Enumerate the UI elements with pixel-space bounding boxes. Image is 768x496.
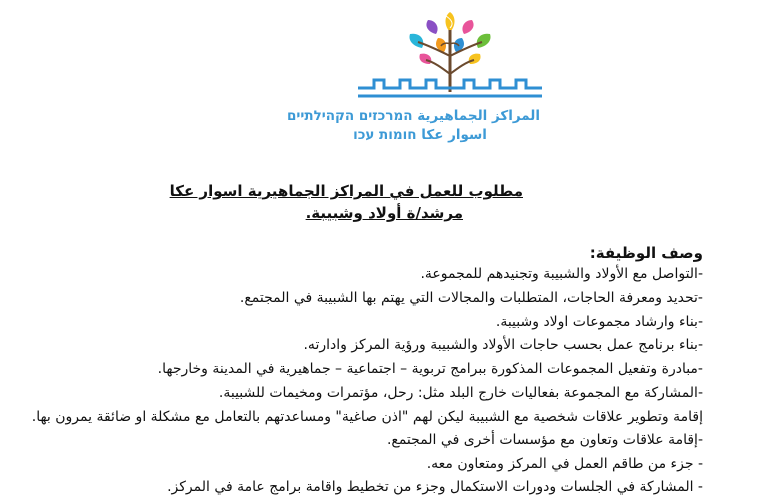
duty-item: - المشاركة في الجلسات ودورات الاستكمال وجزء من تخطيط واقامة برامج عامة في المركز.	[167, 479, 703, 495]
duty-item: إقامة وتطوير علاقات شخصية مع الشبيبة ليكن لهم "اذن صاغية" ومساعدتهم بالتعامل مع مشكلة او ضائقة يمرون بها.	[31, 409, 703, 425]
duty-item: -التواصل مع الأولاد والشبيبة وتجنيدهم للمجموعة.	[420, 266, 703, 282]
duty-item: - جزء من طاقم العمل في المركز ومتعاون معه.	[426, 456, 703, 472]
page-title: مطلوب للعمل في المراكز الجماهيرية اسوار عكا	[169, 182, 523, 200]
organization-name-line1: المراكز الجماهيرية המרכזים הקהילתיים	[287, 108, 540, 124]
duty-item: -بناء وارشاد مجموعات اولاد وشبيبة.	[495, 314, 703, 330]
duty-item: -بناء برنامج عمل بحسب حاجات الأولاد والشبيبة ورؤية المركز وادارته.	[303, 337, 703, 353]
duty-item: -المشاركة مع المجموعة بفعاليات خارج البلد مثل: رحل، مؤتمرات ومخيمات للشبيبة.	[218, 385, 703, 401]
organization-logo	[350, 4, 550, 104]
page-subtitle: مرشد/ة أولاد وشبيبة.	[305, 204, 463, 222]
job-description-heading: وصف الوظيفة:	[589, 244, 703, 262]
duty-item: -إقامة علاقات وتعاون مع مؤسسات أخرى في المجتمع.	[386, 432, 703, 448]
organization-name-line2: اسوار عكا חומות עכו	[353, 127, 487, 143]
tree-wall-logo-graphic	[350, 4, 550, 104]
duty-item: -مبادرة وتفعيل المجموعات المذكورة ببرامج تربوية – اجتماعية – جماهيرية في المدينة وخارجها.	[157, 361, 703, 377]
duty-item: -تحديد ومعرفة الحاجات، المتطلبات والمجالات التي يهتم بها الشبيبة في المجتمع.	[239, 290, 703, 306]
